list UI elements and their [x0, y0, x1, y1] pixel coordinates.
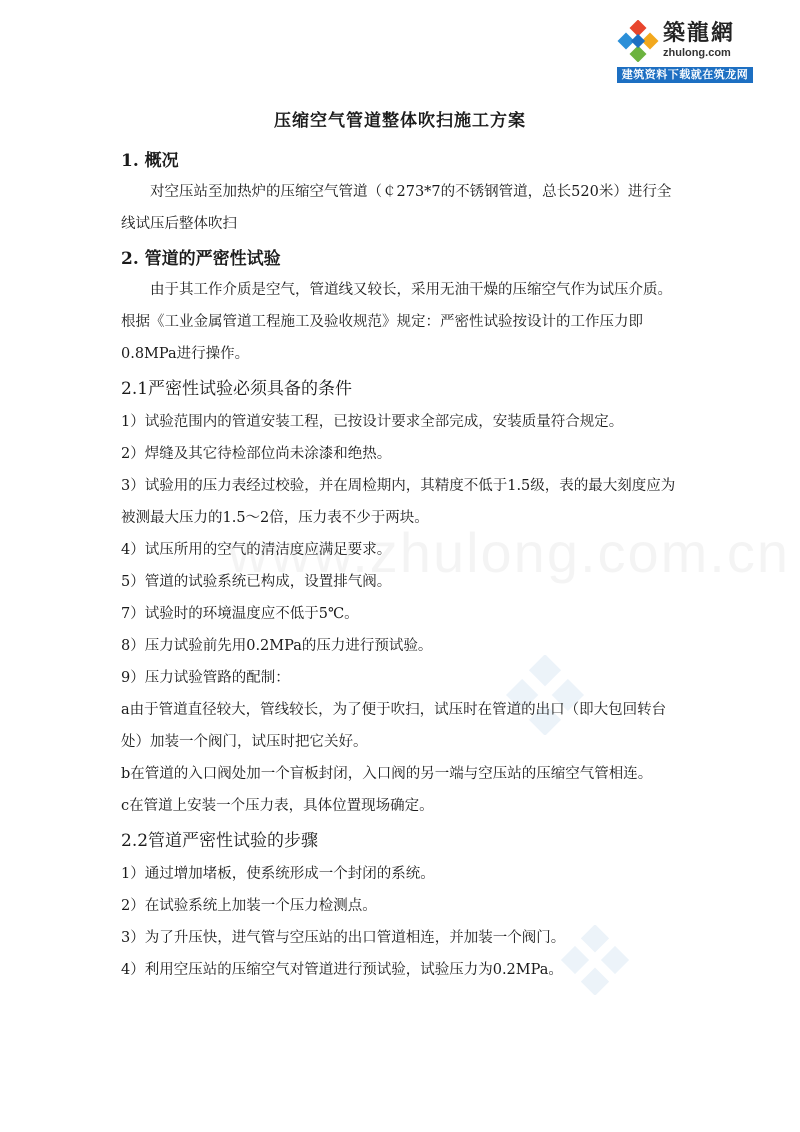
list-item: 1）通过增加堵板，使系统形成一个封闭的系统。	[121, 866, 435, 882]
list-item: 2）在试验系统上加装一个压力检测点。	[121, 898, 377, 914]
section-1-heading: 1. 概况	[121, 151, 179, 171]
logo-brand-name: 築龍網	[663, 21, 736, 46]
list-item: b在管道的入口阀处加一个盲板封闭，入口阀的另一端与空压站的压缩空气管相连。	[121, 766, 653, 782]
list-item: 9）压力试验管路的配制：	[121, 670, 290, 686]
list-item: 1）试验范围内的管道安装工程，已按设计要求全部完成，安装质量符合规定。	[121, 414, 624, 430]
document-title: 压缩空气管道整体吹扫施工方案	[274, 111, 526, 131]
list-item: 3）为了升压快，进气管与空压站的出口管道相连，并加装一个阀门。	[121, 930, 566, 946]
list-item: 3）试验用的压力表经过校验，并在周检期内，其精度不低于1.5级，表的最大刻度应为被测最大压力的1.5～2倍，压力表不少于两块。	[121, 478, 676, 526]
logo-slogan: 建筑资料下载就在筑龙网	[617, 67, 753, 83]
section-1-paragraph: 对空压站至加热炉的压缩空气管道（￠273*7的不锈钢管道，总长520米）进行全线试压后整体吹扫	[121, 184, 672, 232]
section-2-paragraph: 由于其工作介质是空气，管道线又较长，采用无油干燥的压缩空气作为试压介质。根据《工业金属管道工程施工及验收规范》规定：严密性试验按设计的工作压力即0.8MPa进行操作。	[121, 282, 672, 362]
logo-mark-icon	[617, 20, 659, 62]
list-item: 8）压力试验前先用0.2MPa的压力进行预试验。	[121, 638, 433, 654]
list-item: 4）利用空压站的压缩空气对管道进行预试验，试验压力为0.2MPa。	[121, 962, 563, 978]
list-item: 7）试验时的环境温度应不低于5℃。	[121, 606, 359, 622]
list-item: a由于管道直径较大，管线较长，为了便于吹扫，试压时在管道的出口（即大包回转台处）加装一个阀门，试压时把它关好。	[121, 702, 667, 750]
zhulong-logo	[617, 20, 753, 92]
list-item: c在管道上安装一个压力表，具体位置现场确定。	[121, 798, 434, 814]
section-2-2-heading: 2.2管道严密性试验的步骤	[121, 831, 319, 851]
list-item: 4）试压所用的空气的清洁度应满足要求。	[121, 542, 392, 558]
section-2-1-heading: 2.1严密性试验必须具备的条件	[121, 379, 353, 399]
list-item: 5）管道的试验系统已构成，设置排气阀。	[121, 574, 392, 590]
section-2-heading: 2. 管道的严密性试验	[121, 249, 281, 269]
document-body	[121, 146, 681, 986]
list-item: 2）焊缝及其它待检部位尚未涂漆和绝热。	[121, 446, 392, 462]
logo-url: zhulong.com	[663, 47, 731, 59]
